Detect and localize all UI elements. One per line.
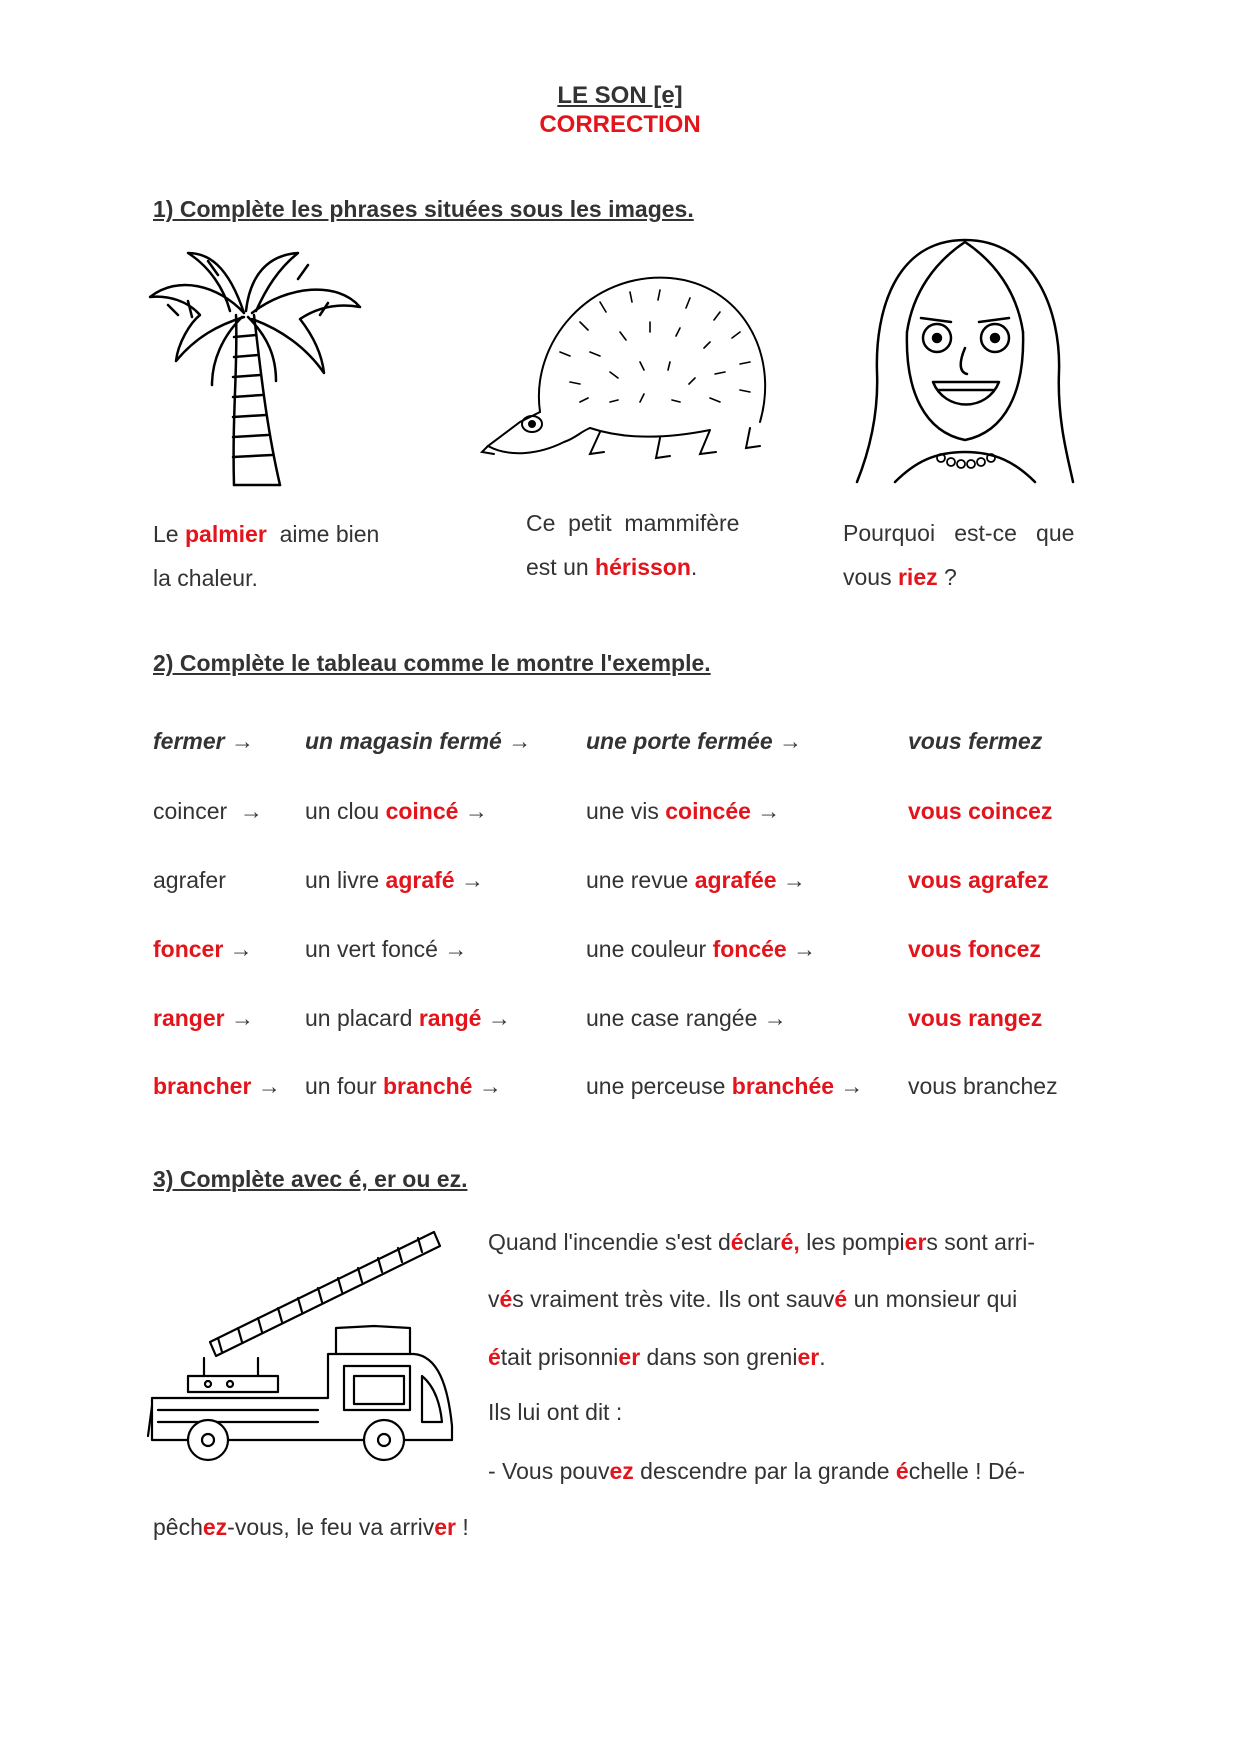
hedgehog-drawing	[480, 262, 780, 472]
table-cell	[305, 798, 488, 825]
answer-letters: é	[895, 1458, 909, 1484]
table-cell	[305, 1005, 511, 1032]
cell-text: agrafer	[153, 867, 226, 893]
correction-label: CORRECTION	[539, 111, 701, 138]
table-cell	[908, 1005, 1042, 1032]
caption-text: Pourquoi est-ce que	[843, 520, 1075, 546]
answer-letters: ez	[202, 1514, 228, 1540]
paragraph-text: Ils lui ont dit :	[488, 1399, 623, 1425]
paragraph-text: les pompi	[799, 1229, 905, 1255]
paragraph-text: s sont arri-	[926, 1229, 1036, 1255]
answer-word: hérisson	[595, 554, 691, 580]
table-cell	[305, 1073, 502, 1100]
cell-text: →	[458, 798, 488, 824]
paragraph-text: tait prisonni	[500, 1344, 619, 1370]
paragraph-text: pêch	[153, 1514, 203, 1540]
answer-word: ranger	[153, 1005, 225, 1031]
table-cell	[908, 867, 1049, 894]
caption-text: .	[690, 554, 698, 580]
paragraph-text: !	[456, 1514, 469, 1540]
paragraph-text: v	[488, 1286, 500, 1312]
caption-text: aime bien	[266, 521, 380, 547]
cell-text: →	[251, 1073, 281, 1099]
paragraph-text: dans son greni	[640, 1344, 798, 1370]
answer-word: agrafé	[385, 867, 455, 893]
answer-word: vous coincez	[908, 798, 1053, 824]
cell-text: un four	[305, 1073, 383, 1099]
answer-word: vous agrafez	[908, 867, 1049, 893]
smiling-girl-drawing	[855, 232, 1075, 487]
caption-text: Ce petit mammifère	[526, 510, 740, 536]
paragraph-text: un monsieur qui	[847, 1286, 1018, 1312]
table-cell	[908, 798, 1052, 825]
answer-word: coincée	[665, 798, 751, 824]
example-cell: une porte fermée →	[586, 728, 802, 754]
table-cell	[153, 936, 253, 963]
cell-text: un vert foncé →	[305, 936, 468, 962]
caption-text: est un	[526, 554, 596, 580]
answer-letters: é	[730, 1229, 744, 1255]
cell-text: →	[776, 867, 806, 893]
answer-letters: é	[834, 1286, 848, 1312]
caption-riez	[843, 511, 1074, 599]
cell-text: coincer →	[153, 798, 263, 824]
table-cell	[153, 1005, 254, 1032]
example-cell: vous fermez	[908, 728, 1043, 754]
table-cell	[908, 1073, 1058, 1100]
cell-text: →	[472, 1073, 502, 1099]
cell-text: une perceuse	[586, 1073, 732, 1099]
paragraph-text: descendre par la grande	[633, 1458, 896, 1484]
caption-herisson	[526, 501, 739, 589]
answer-word: branché	[383, 1073, 473, 1099]
paragraph-text: .	[819, 1344, 826, 1370]
caption-text: Le	[153, 521, 185, 547]
cell-text: une case rangée →	[586, 1005, 787, 1031]
table-cell	[153, 867, 226, 894]
cell-text: →	[834, 1073, 864, 1099]
answer-word: riez	[897, 564, 938, 590]
caption-text: la chaleur.	[153, 565, 258, 591]
paragraph-line	[488, 1458, 1025, 1485]
cell-text: une couleur	[586, 936, 713, 962]
cell-text: →	[786, 936, 817, 962]
answer-word: foncer	[153, 936, 224, 962]
section2-heading: 2) Complète le tableau comme le montre l'exemple.	[153, 650, 711, 676]
table-cell	[153, 798, 263, 825]
answer-letters: é,	[780, 1229, 800, 1255]
answer-letters: er	[904, 1229, 927, 1255]
cell-text: un clou	[305, 798, 386, 824]
answer-letters: er	[618, 1344, 641, 1370]
answer-word: foncée	[712, 936, 787, 962]
paragraph-text: s vraiment très vite. Ils ont sauv	[512, 1286, 835, 1312]
cell-text: →	[481, 1005, 511, 1031]
answer-word: rangé	[418, 1005, 482, 1031]
worksheet-title: LE SON [e]	[557, 82, 683, 109]
paragraph-text: -vous, le feu va arriv	[227, 1514, 435, 1540]
caption-palmier	[153, 512, 379, 600]
paragraph-line	[488, 1229, 1035, 1256]
table-cell	[153, 1073, 281, 1100]
paragraph-line	[488, 1286, 1017, 1313]
paragraph-line	[488, 1344, 826, 1371]
cell-text: un placard	[305, 1005, 419, 1031]
table-cell	[586, 798, 780, 825]
paragraph-line	[488, 1399, 622, 1426]
answer-word: palmier	[184, 521, 267, 547]
answer-letters: é	[499, 1286, 513, 1312]
answer-word: brancher	[153, 1073, 252, 1099]
cell-text: vous branchez	[908, 1073, 1058, 1099]
table-cell	[586, 936, 816, 963]
cell-text: →	[454, 867, 484, 893]
paragraph-text: Quand l'incendie s'est d	[488, 1229, 731, 1255]
table-cell	[305, 936, 467, 963]
answer-word: agrafée	[694, 867, 777, 893]
table-cell	[586, 1005, 787, 1032]
section3-heading: 3) Complète avec é, er ou ez.	[153, 1166, 468, 1192]
answer-letters: ez	[609, 1458, 634, 1484]
palm-tree-drawing	[148, 245, 368, 490]
table-cell	[586, 867, 806, 894]
paragraph-text: chelle ! Dé-	[908, 1458, 1026, 1484]
cell-text: une vis	[586, 798, 666, 824]
answer-letters: er	[434, 1514, 457, 1540]
paragraph-text: clar	[743, 1229, 781, 1255]
caption-text: vous	[843, 564, 898, 590]
answer-word: vous rangez	[908, 1005, 1043, 1031]
caption-text: ?	[937, 564, 957, 590]
paragraph-line	[153, 1514, 469, 1541]
cell-text: une revue	[586, 867, 695, 893]
answer-letters: é	[488, 1344, 501, 1370]
cell-text: →	[224, 1005, 254, 1031]
paragraph-text: - Vous pouv	[488, 1458, 610, 1484]
answer-letters: er	[797, 1344, 820, 1370]
answer-word: coincé	[385, 798, 459, 824]
answer-word: vous foncez	[908, 936, 1041, 962]
table-cell	[586, 1073, 863, 1100]
cell-text: →	[223, 936, 253, 962]
example-cell: fermer →	[153, 728, 254, 754]
table-cell	[305, 867, 484, 894]
example-cell: un magasin fermé →	[305, 728, 532, 754]
cell-text: un livre	[305, 867, 386, 893]
answer-word: branchée	[731, 1073, 835, 1099]
fire-truck-drawing	[148, 1226, 463, 1461]
section1-heading: 1) Complète les phrases situées sous les images.	[153, 196, 694, 222]
cell-text: →	[750, 798, 781, 824]
table-cell	[908, 936, 1041, 963]
